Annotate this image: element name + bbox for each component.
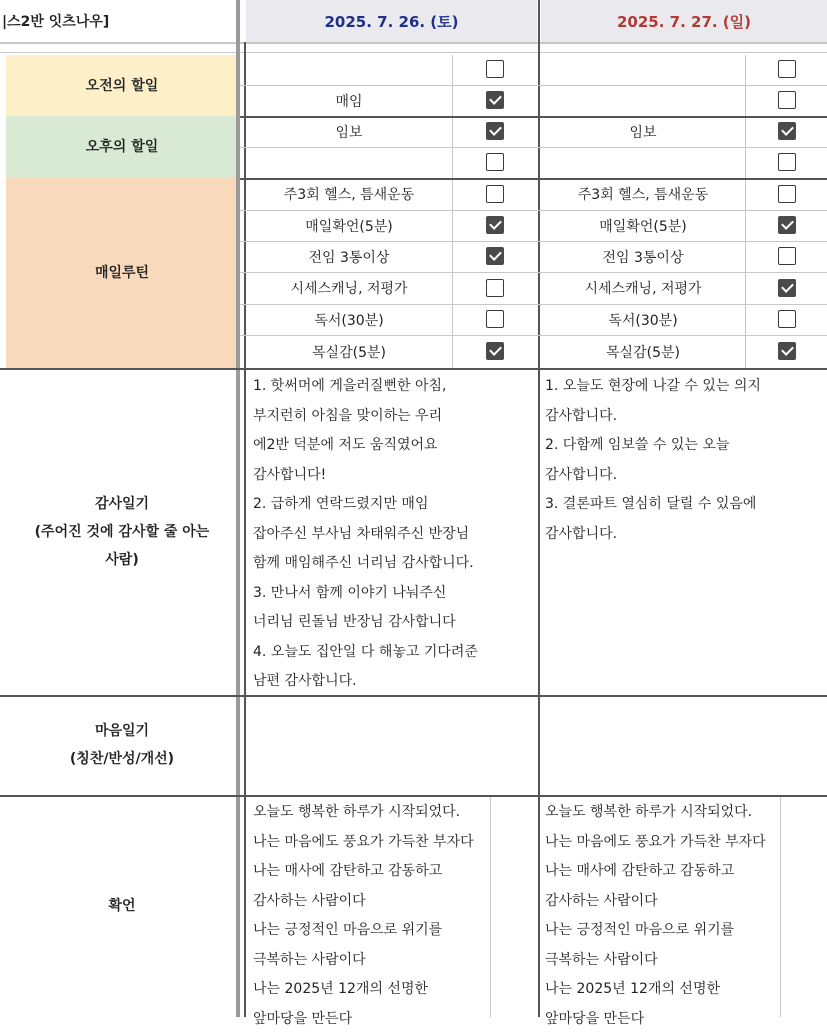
date-header-saturday[interactable]: 2025. 7. 26. (토): [246, 0, 537, 42]
mind-journal-label: [6, 695, 238, 795]
gratitude-sunday-line-2: 감사합니다.: [545, 402, 761, 432]
row-line-5: [240, 210, 827, 211]
gratitude-saturday-line-8: 3. 만나서 함께 이야기 나눠주신: [253, 579, 478, 609]
task-2-saturday-checkbox[interactable]: [486, 91, 504, 109]
routine-1-saturday[interactable]: 주3회 헬스, 틈새운동: [246, 178, 452, 210]
task-2-sunday-checkbox[interactable]: [778, 91, 796, 109]
routine-4-saturday-checkbox[interactable]: [486, 279, 504, 297]
row-line-8: [240, 304, 827, 305]
routine-4-saturday[interactable]: 시세스캐닝, 저평가: [246, 272, 452, 304]
row-line-7: [240, 272, 827, 273]
checkbox-column-divider-day1: [452, 55, 453, 368]
gratitude-sunday-cell[interactable]: [545, 372, 761, 549]
gratitude-saturday-line-3: 에2반 덕분에 저도 움직였어요: [253, 431, 478, 461]
gratitude-saturday-line-11: 남편 감사합니다.: [253, 667, 478, 697]
afternoon-tasks-label: [6, 116, 238, 178]
task-4-saturday[interactable]: [246, 147, 452, 178]
routine-5-saturday-checkbox[interactable]: [486, 310, 504, 328]
column-divider-day1-left: [244, 42, 246, 1017]
affirmation-sunday-line-3: 나는 매사에 감탄하고 감동하고: [545, 857, 766, 887]
affirmation-text: 확언: [108, 892, 135, 920]
affirmation-saturday-line-8: 앞마당을 만든다: [253, 1005, 474, 1034]
routine-5-sunday-checkbox[interactable]: [778, 310, 796, 328]
routine-4-sunday-checkbox[interactable]: [778, 279, 796, 297]
affirmation-sunday-line-8: 앞마당을 만든다: [545, 1005, 766, 1034]
gratitude-saturday-line-9: 너리님 린돌님 반장님 감사합니다: [253, 608, 478, 638]
column-divider-day2: [538, 0, 540, 1017]
row-line-6: [240, 241, 827, 242]
checkbox-column-divider-day2: [745, 55, 746, 368]
row-line-2: [240, 116, 827, 118]
daily-routine-text: 매일루틴: [95, 259, 149, 287]
routine-2-saturday-checkbox[interactable]: [486, 216, 504, 234]
affirmation-column-divider-day2: [780, 795, 781, 1017]
gratitude-sunday-line-4: 감사합니다.: [545, 461, 761, 491]
row-line-12: [0, 795, 827, 797]
row-line-1: [240, 85, 827, 86]
mind-journal-sunday-cell[interactable]: [541, 695, 827, 795]
row-line-11: [0, 695, 827, 697]
gratitude-saturday-line-7: 함께 매임해주신 너리님 감사합니다.: [253, 549, 478, 579]
routine-2-sunday[interactable]: 매일확언(5분): [541, 210, 745, 241]
routine-3-saturday-checkbox[interactable]: [486, 247, 504, 265]
gratitude-sunday-line-6: 감사합니다.: [545, 520, 761, 550]
routine-4-sunday[interactable]: 시세스캐닝, 저평가: [541, 272, 745, 304]
routine-1-sunday[interactable]: 주3회 헬스, 틈새운동: [541, 178, 745, 210]
mind-title: 마음일기: [95, 717, 149, 745]
task-2-sunday[interactable]: [541, 85, 745, 116]
affirmation-label: [6, 795, 238, 1017]
affirmation-sunday-line-2: 나는 마음에도 풍요가 가득찬 부자다: [545, 828, 766, 858]
task-3-sunday[interactable]: 임보: [541, 116, 745, 147]
frozen-pane-divider: [0, 52, 827, 53]
gratitude-sunday-line-5: 3. 결론파트 열심히 달릴 수 있음에: [545, 490, 761, 520]
gratitude-sunday-line-1: 1. 오늘도 현장에 나갈 수 있는 의지: [545, 372, 761, 402]
row-line-10: [0, 368, 827, 370]
gratitude-subtitle: (주어진 것에 감사할 줄 아는: [35, 518, 210, 546]
affirmation-saturday-line-1: 오늘도 행복한 하루가 시작되었다.: [253, 798, 474, 828]
gratitude-saturday-line-1: 1. 핫써머에 게을러질뻔한 아침,: [253, 372, 478, 402]
column-divider-labels: [236, 0, 240, 1017]
gratitude-journal-label: [6, 368, 238, 695]
affirmation-saturday-line-6: 극복하는 사람이다: [253, 946, 474, 976]
row-line-4: [240, 178, 827, 180]
task-1-sunday[interactable]: [541, 55, 745, 85]
row-line-3: [240, 147, 827, 148]
affirmation-saturday-line-7: 나는 2025년 12개의 선명한: [253, 975, 474, 1005]
affirmation-sunday-line-7: 나는 2025년 12개의 선명한: [545, 975, 766, 1005]
header-divider: [0, 42, 827, 44]
gratitude-saturday-line-6: 잡아주신 부사님 차태워주신 반장님: [253, 520, 478, 550]
affirmation-saturday-line-2: 나는 마음에도 풍요가 가득찬 부자다: [253, 828, 474, 858]
affirmation-sunday-line-6: 극복하는 사람이다: [545, 946, 766, 976]
task-4-saturday-checkbox[interactable]: [486, 153, 504, 171]
morning-tasks-label: [6, 55, 238, 116]
affirmation-saturday-cell[interactable]: [253, 798, 474, 1034]
task-4-sunday[interactable]: [541, 147, 745, 178]
routine-5-saturday[interactable]: 독서(30분): [246, 304, 452, 335]
gratitude-saturday-line-2: 부지런히 아침을 맞이하는 우리: [253, 402, 478, 432]
date-header-sunday[interactable]: 2025. 7. 27. (일): [541, 0, 827, 42]
affirmation-sunday-line-5: 나는 긍정적인 마음으로 위기를: [545, 916, 766, 946]
routine-5-sunday[interactable]: 독서(30분): [541, 304, 745, 335]
routine-2-saturday[interactable]: 매일확언(5분): [246, 210, 452, 241]
gratitude-title: 감사일기: [95, 490, 149, 518]
gratitude-saturday-cell[interactable]: [253, 372, 478, 697]
gratitude-saturday-line-4: 감사합니다!: [253, 461, 478, 491]
routine-1-saturday-checkbox[interactable]: [486, 185, 504, 203]
routine-1-sunday-checkbox[interactable]: [778, 185, 796, 203]
task-3-saturday[interactable]: 임보: [246, 116, 452, 147]
mind-subtitle: (칭찬/반성/개선): [70, 745, 174, 773]
affirmation-column-divider-day1: [490, 795, 491, 1017]
task-3-saturday-checkbox[interactable]: [486, 122, 504, 140]
task-1-sunday-checkbox[interactable]: [778, 60, 796, 78]
gratitude-sunday-line-3: 2. 다함께 임보쓸 수 있는 오늘: [545, 431, 761, 461]
affirmation-saturday-line-3: 나는 매사에 감탄하고 감동하고: [253, 857, 474, 887]
routine-3-saturday[interactable]: 전임 3통이상: [246, 241, 452, 272]
mind-journal-saturday-cell[interactable]: [246, 695, 537, 795]
sheet-title: |스2반 잇츠나우]: [0, 0, 238, 42]
task-4-sunday-checkbox[interactable]: [778, 153, 796, 171]
gratitude-subtitle-2: 사람): [105, 546, 138, 574]
affirmation-sunday-line-1: 오늘도 행복한 하루가 시작되었다.: [545, 798, 766, 828]
routine-6-saturday[interactable]: 목실감(5분): [246, 335, 452, 368]
task-1-saturday-checkbox[interactable]: [486, 60, 504, 78]
affirmation-saturday-line-5: 나는 긍정적인 마음으로 위기를: [253, 916, 474, 946]
task-3-sunday-checkbox[interactable]: [778, 122, 796, 140]
routine-3-sunday[interactable]: 전임 3통이상: [541, 241, 745, 272]
gratitude-saturday-line-5: 2. 급하게 연락드렸지만 매임: [253, 490, 478, 520]
routine-3-sunday-checkbox[interactable]: [778, 247, 796, 265]
daily-routine-label: [6, 178, 238, 368]
row-line-9: [240, 335, 827, 336]
routine-6-sunday-checkbox[interactable]: [778, 342, 796, 360]
task-1-saturday[interactable]: [246, 55, 452, 85]
affirmation-sunday-cell[interactable]: [545, 798, 766, 1034]
routine-6-sunday[interactable]: 목실감(5분): [541, 335, 745, 368]
task-2-saturday[interactable]: 매임: [246, 85, 452, 116]
routine-6-saturday-checkbox[interactable]: [486, 342, 504, 360]
affirmation-saturday-line-4: 감사하는 사람이다: [253, 887, 474, 917]
gratitude-saturday-line-10: 4. 오늘도 집안일 다 해놓고 기다려준: [253, 638, 478, 668]
routine-2-sunday-checkbox[interactable]: [778, 216, 796, 234]
morning-tasks-text: 오전의 할일: [86, 72, 159, 100]
affirmation-sunday-line-4: 감사하는 사람이다: [545, 887, 766, 917]
afternoon-tasks-text: 오후의 할일: [86, 133, 159, 161]
